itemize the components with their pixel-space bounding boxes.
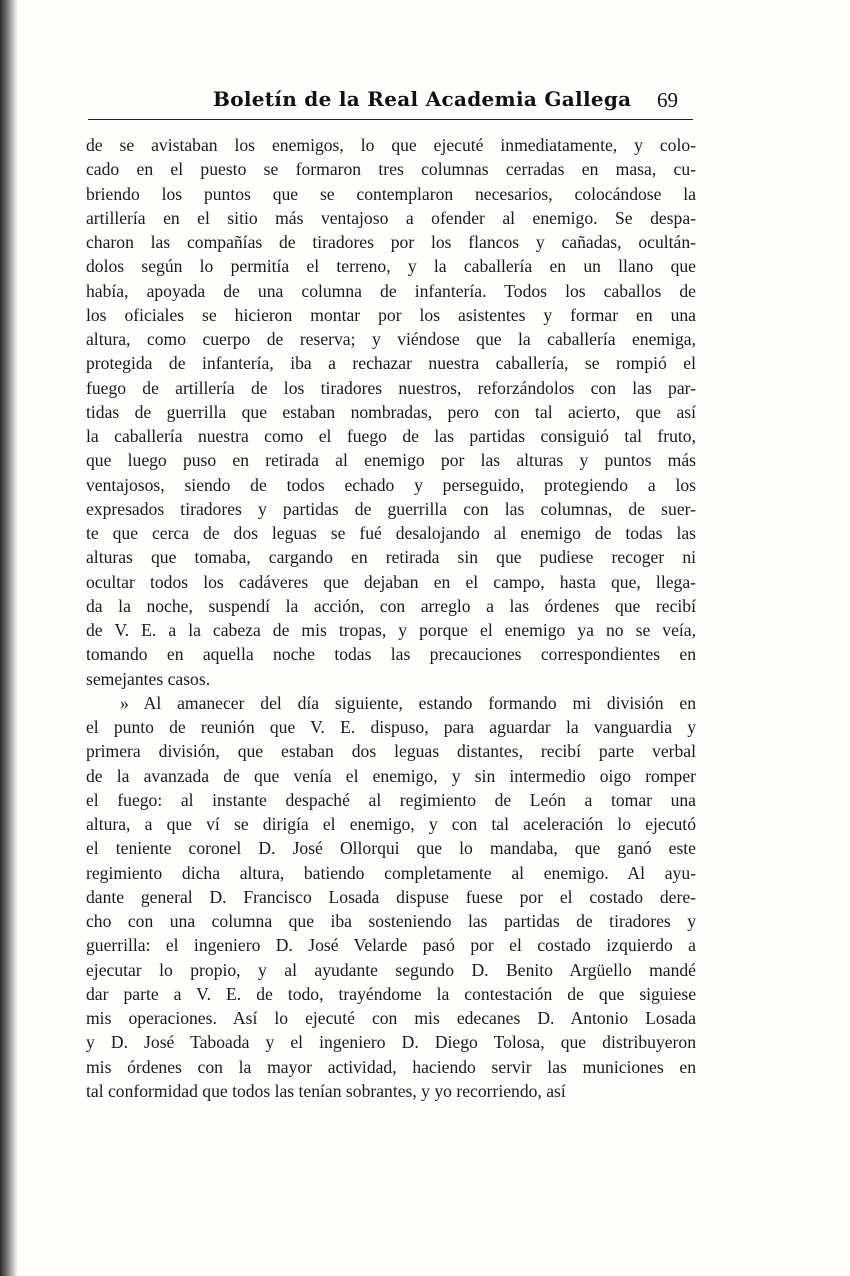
text-line: ejecutar lo propio, y al ayudante segundo D. Benito Argüello mandé xyxy=(86,959,696,980)
text-line: el fuego: al instante despaché al regimiento de León a tomar una xyxy=(86,789,696,810)
binding-shadow xyxy=(0,0,18,1276)
text-line: artillería en el sitio más ventajoso a ofender al enemigo. Se despa- xyxy=(86,207,696,228)
header-rule xyxy=(88,119,693,120)
text-line: regimiento dicha altura, batiendo completamente al enemigo. Al ayu- xyxy=(86,862,696,883)
text-line: fuego de artillería de los tiradores nuestros, reforzándolos con las par- xyxy=(86,377,696,398)
text-line: expresados tiradores y partidas de guerrilla con las columnas, de suer- xyxy=(86,498,696,519)
text-line: tidas de guerrilla que estaban nombradas, pero con tal acierto, que así xyxy=(86,401,696,422)
text-line: y D. José Taboada y el ingeniero D. Diego Tolosa, que distribuyeron xyxy=(86,1032,696,1053)
text-line: había, apoyada de una columna de infantería. Todos los caballos de xyxy=(86,280,696,301)
text-line: de la avanzada de que venía el enemigo, y sin intermedio oigo romper xyxy=(86,765,696,786)
text-line: de se avistaban los enemigos, lo que ejecuté inmediatamente, y colo- xyxy=(86,135,696,155)
text-line: protegida de infantería, iba a rechazar nuestra caballería, se rompió el xyxy=(86,353,696,374)
text-line: alturas que tomaba, cargando en retirada sin que pudiese recoger ni xyxy=(86,547,696,568)
text-line: da la noche, suspendí la acción, con arreglo a las órdenes que recibí xyxy=(86,595,696,616)
journal-title: Boletín de la Real Academia Gallega xyxy=(213,87,632,111)
text-line: el punto de reunión que V. E. dispuso, para aguardar la vanguardia y xyxy=(86,717,696,737)
text-line: charon las compañías de tiradores por los flancos y cañadas, ocultán- xyxy=(86,232,696,252)
text-line: dante general D. Francisco Losada dispuse fuese por el costado dere- xyxy=(86,886,696,907)
text-line: cado en el puesto se formaron tres columnas cerradas en masa, cu- xyxy=(86,159,696,180)
text-line: ocultar todos los cadáveres que dejaban en el campo, hasta que, llega- xyxy=(86,571,696,592)
text-line: altura, a que ví se dirigía el enemigo, y con tal aceleración lo ejecutó xyxy=(86,814,696,834)
text-line: dar parte a V. E. de todo, trayéndome la contestación de que siguiese xyxy=(86,983,696,1004)
text-line: cho con una columna que iba sosteniendo las partidas de tiradores y xyxy=(86,911,696,931)
text-line: el teniente coronel D. José Ollorqui que lo mandaba, que ganó este xyxy=(86,838,696,859)
text-line: tomando en aquella noche todas las precauciones correspondientes en xyxy=(86,644,696,665)
text-line: mis operaciones. Así lo ejecuté con mis edecanes D. Antonio Losada xyxy=(86,1008,696,1028)
text-line: dolos según lo permitía el terreno, y la caballería en un llano que xyxy=(86,256,696,277)
text-line: mis órdenes con la mayor actividad, haciendo servir las municiones en xyxy=(86,1056,696,1077)
paragraph xyxy=(86,133,696,691)
text-line: de V. E. a la cabeza de mis tropas, y porque el enemigo ya no se veía, xyxy=(86,620,696,640)
text-line: que luego puso en retirada al enemigo por las alturas y puntos más xyxy=(86,450,696,471)
page-number: 69 xyxy=(657,88,678,112)
body-text xyxy=(86,133,696,1103)
text-line: te que cerca de dos leguas se fué desalojando al enemigo de todas las xyxy=(86,523,696,543)
text-line: guerrilla: el ingeniero D. José Velarde pasó por el costado izquierdo a xyxy=(86,935,696,956)
text-line: » Al amanecer del día siguiente, estando formando mi división en xyxy=(120,692,696,713)
paragraph xyxy=(86,691,696,1103)
text-line: altura, como cuerpo de reserva; y viéndose que la caballería enemiga, xyxy=(86,329,696,349)
text-line: semejantes casos. xyxy=(86,668,211,689)
text-line: primera división, que estaban dos leguas distantes, recibí parte verbal xyxy=(86,741,696,762)
text-line: la caballería nuestra como el fuego de las partidas consiguió tal fruto, xyxy=(86,426,696,446)
text-line: los oficiales se hicieron montar por los asistentes y formar en una xyxy=(86,304,696,325)
text-line: briendo los puntos que se contemplaron necesarios, colocándose la xyxy=(86,183,696,204)
running-head xyxy=(88,84,698,120)
text-line: ventajosos, siendo de todos echado y perseguido, protegiendo a los xyxy=(86,474,696,495)
text-line: tal conformidad que todos las tenían sobrantes, y yo recorriendo, así xyxy=(86,1080,566,1101)
